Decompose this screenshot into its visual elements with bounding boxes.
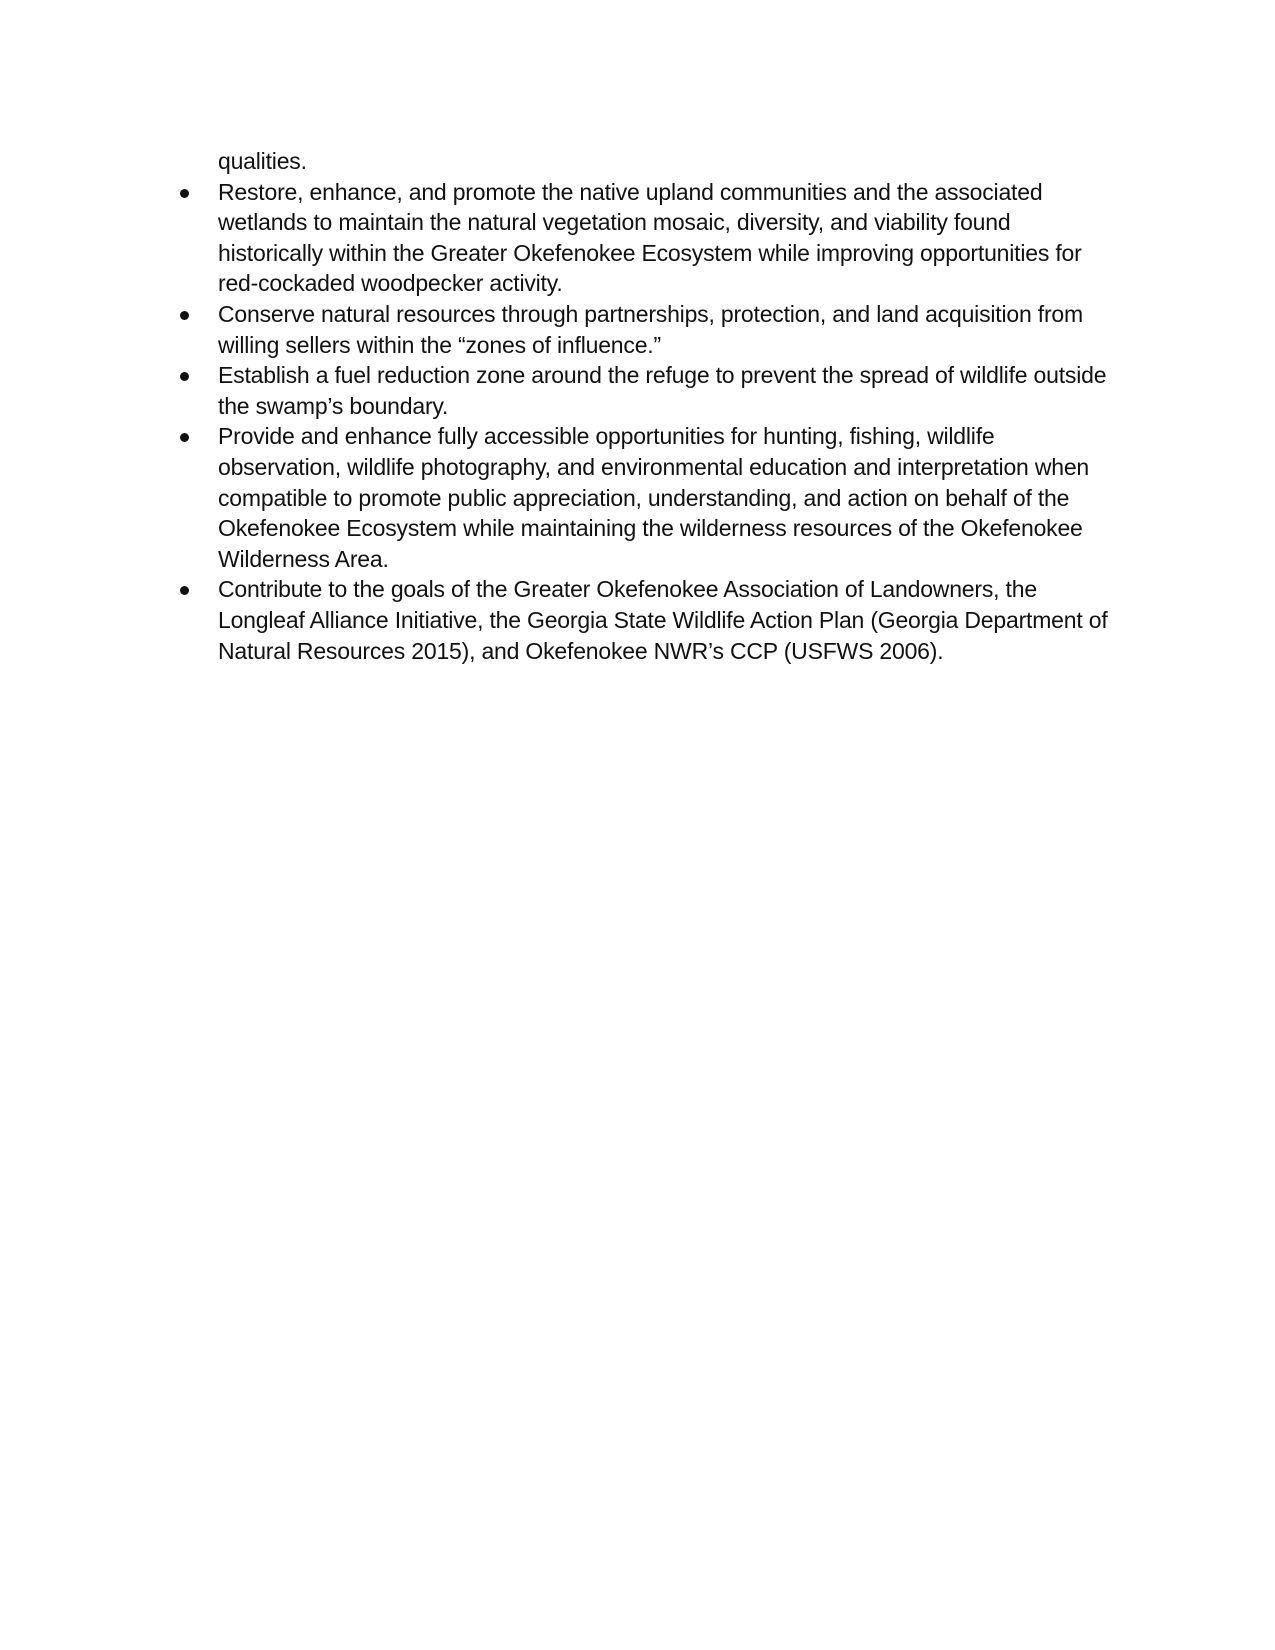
bullet-icon bbox=[180, 433, 189, 442]
list-item bbox=[180, 574, 1110, 666]
bullet-icon bbox=[180, 586, 189, 595]
bullet-icon bbox=[180, 311, 189, 320]
document-body bbox=[180, 146, 1110, 666]
list-item bbox=[180, 360, 1110, 421]
list-item-text: Establish a fuel reduction zone around the refuge to prevent the spread of wildlife outside the swamp’s boundary. bbox=[218, 362, 1107, 419]
list-item-text: Contribute to the goals of the Greater Okefenokee Association of Landowners, the Longleaf Alliance Initiative, the Georgia State Wildlife Action Plan (Georgia Department of Natural Resources 2015), and Okefenokee NWR’s CCP (USFWS 2006). bbox=[218, 576, 1108, 664]
list-item-text: Provide and enhance fully accessible opportunities for hunting, fishing, wildlife observation, wildlife photography, and environmental education and interpretation when compatible to promote public appreciation, understanding, and action on behalf of the Okefenokee Ecosystem while maintaining the wilderness resources of the Okefenokee Wilderness Area. bbox=[218, 423, 1090, 572]
list-item-text: Restore, enhance, and promote the native upland communities and the associated wetlands to maintain the natural vegetation mosaic, diversity, and viability found historically within the Greater Okefenokee Ecosystem while improving opportunities for red-cockaded woodpecker activity. bbox=[218, 178, 1082, 297]
list-item bbox=[180, 299, 1110, 360]
bullet-list bbox=[180, 177, 1110, 667]
bullet-icon bbox=[180, 372, 189, 381]
bullet-icon bbox=[180, 189, 189, 198]
list-item bbox=[180, 421, 1110, 574]
list-item bbox=[180, 177, 1110, 299]
continuation-text: qualities. bbox=[218, 148, 307, 174]
list-item-text: Conserve natural resources through partnerships, protection, and land acquisition from willing sellers within the “zones of influence.” bbox=[218, 300, 1083, 358]
